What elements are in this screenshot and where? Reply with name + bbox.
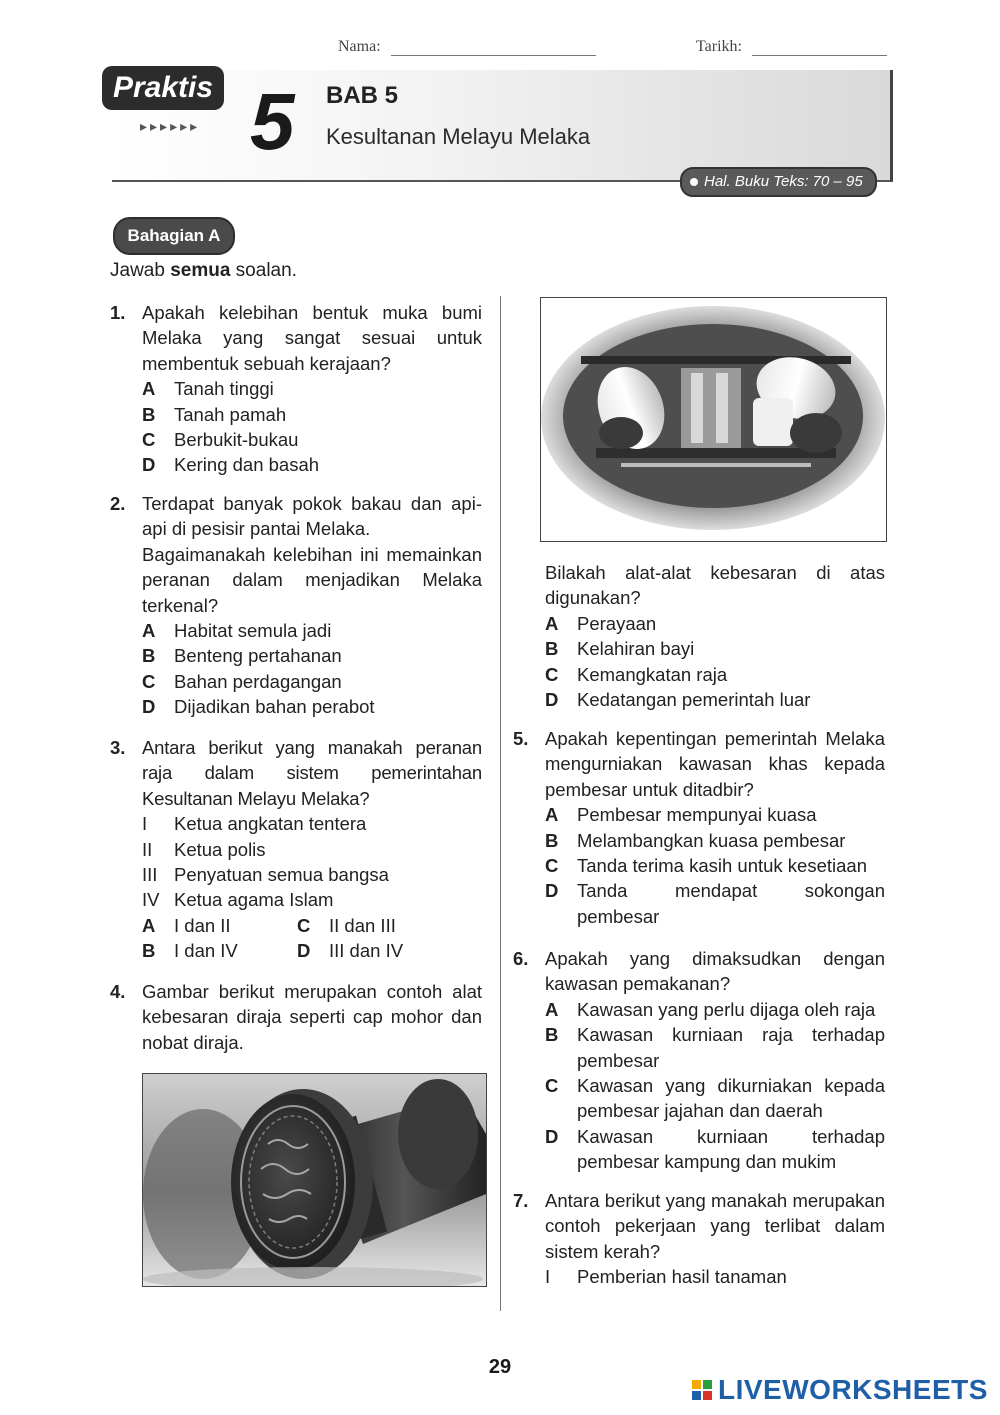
option-key: A [545,612,559,634]
name-field [338,38,596,56]
option-key: D [142,454,156,476]
option-text: Kemangkatan raja [577,663,728,685]
option-a[interactable] [142,618,482,643]
option-key: A [142,378,156,400]
option-text: Tanda mendapat sokongan pembesar [577,880,885,927]
option-text: Kawasan yang perlu dijaga oleh raja [577,998,876,1020]
option-row [142,938,482,963]
option-key: B [545,1024,559,1046]
question-text: Antara berikut yang manakah merupakan contoh pekerjaan yang terlibat dalam sistem kerah? [545,1190,885,1262]
option-text: Dijadikan bahan perabot [174,696,375,718]
option-key: B [142,940,156,962]
option-a[interactable] [545,802,885,827]
question-text: Apakah yang dimaksudkan dengan kawasan pemakanan? [545,948,885,995]
statement-key: I [142,813,148,835]
option-b[interactable] [545,636,885,661]
option-key: D [545,880,559,902]
chapter-title: Kesultanan Melayu Melaka [326,124,591,149]
date-blank [752,55,887,56]
textbook-pages: Hal. Buku Teks: 70 – 95 [704,173,863,190]
option-b[interactable] [142,402,482,427]
option-text: Tanda terima kasih untuk kesetiaan [577,855,868,877]
date-field [696,38,887,56]
option-c[interactable] [142,669,482,694]
option-b[interactable] [142,938,297,963]
question-number: 3. [110,737,126,758]
option-text: Tanah tinggi [174,378,274,400]
option-c[interactable] [545,1073,885,1124]
statement-text: Pemberian hasil tanaman [577,1266,787,1288]
statement-text: Penyatuan semua bangsa [174,864,389,886]
statement-ii [142,837,482,862]
option-text: Pembesar mempunyai kuasa [577,804,817,826]
question-text: Gambar berikut merupakan contoh alat kebesaran diraja seperti cap mohor dan nobat diraja. [142,981,482,1053]
option-text: Kawasan kurniaan terhadap pembesar kampung dan mukim [577,1125,885,1173]
section-badge: Bahagian A [113,217,235,255]
praktis-badge: Praktis [102,66,224,110]
nobat-drums-image [541,298,886,541]
question-4-continued [513,560,885,712]
royal-regalia-photo [540,297,887,542]
option-a[interactable] [545,611,885,636]
name-blank [391,55,596,56]
option-d[interactable] [142,694,482,719]
option-text: Bahan perdagangan [174,670,342,692]
option-key: A [142,620,156,642]
statement-text: Ketua polis [174,838,266,860]
date-label: Tarikh: [696,38,742,55]
question-text: Bilakah alat-alat kebesaran di atas digunakan? [545,562,885,609]
option-key: C [545,663,559,685]
question-number: 7. [513,1190,529,1211]
option-text: Berbukit-bukau [174,429,299,451]
statement-iii [142,862,482,887]
option-key: D [545,689,559,711]
option-b[interactable] [142,643,482,668]
option-key: C [545,855,559,877]
statement-iv [142,887,482,912]
instr-bold: semua [170,260,231,281]
option-key: A [142,914,156,936]
question-text: Apakah kepentingan pemerintah Melaka mengurniakan kawasan khas kepada pembesar untuk ditadbir? [545,728,885,800]
option-key: B [142,403,156,425]
option-c[interactable] [545,662,885,687]
option-c[interactable] [142,427,482,452]
option-text: I dan IV [174,940,238,962]
option-text: Habitat semula jadi [174,620,332,642]
chapter-label: BAB 5 [326,82,399,109]
page-number: 29 [488,1356,512,1378]
option-text: III dan IV [329,940,404,962]
option-a[interactable] [142,376,482,401]
question-6 [513,946,885,1175]
option-key: B [142,645,156,667]
question-4 [110,979,482,1055]
option-key: D [297,940,311,962]
question-number: 5. [513,728,529,749]
statement-key: IV [142,889,160,911]
option-key: A [545,804,559,826]
option-row [142,913,482,938]
option-text: I dan II [174,914,231,936]
question-7 [513,1188,885,1290]
instr-post: soalan. [230,260,297,281]
option-d[interactable] [545,878,885,929]
option-d[interactable] [297,938,452,963]
question-2 [110,491,482,720]
chapter-number: 5 [250,77,295,166]
option-key: A [545,998,559,1020]
option-key: B [545,638,559,660]
option-text: Kelahiran bayi [577,638,695,660]
option-text: Kedatangan pemerintah luar [577,689,811,711]
liveworksheets-icon [692,1380,712,1400]
statement-i [545,1264,885,1289]
question-number: 4. [110,981,126,1002]
statement-key: III [142,864,158,886]
option-a[interactable] [142,913,297,938]
option-key: C [142,429,156,451]
option-text: Kawasan yang dikurniakan kepada pembesar jajahan dan daerah [577,1075,885,1122]
option-key: C [142,670,156,692]
textbook-pages-badge [680,167,877,197]
name-label: Nama: [338,38,381,55]
question-number: 6. [513,948,529,969]
option-b[interactable] [545,1022,885,1073]
instructions [110,260,297,282]
column-divider [500,296,501,1311]
option-a[interactable] [545,997,885,1022]
question-5 [513,726,885,929]
royal-seal-photo [142,1073,487,1287]
option-key: D [545,1125,559,1147]
question-1 [110,300,482,478]
option-text: Melambangkan kuasa pembesar [577,829,846,851]
statement-key: I [545,1266,551,1288]
question-text: Apakah kelebihan bentuk muka bumi Melaka yang sangat sesuai untuk membentuk sebuah kerajaan? [142,302,482,374]
option-text: Perayaan [577,612,657,634]
statement-key: II [142,838,153,860]
statement-i [142,811,482,836]
option-text: Tanah pamah [174,403,287,425]
bullet-icon [690,178,698,186]
option-c[interactable] [297,913,452,938]
option-text: Benteng pertahanan [174,645,342,667]
liveworksheets-brand: LIVEWORKSHEETS [718,1374,988,1405]
option-d[interactable] [545,687,885,712]
statement-text: Ketua angkatan tentera [174,813,367,835]
royal-seal-image [143,1074,486,1286]
option-b[interactable] [545,828,885,853]
option-text: Kawasan kurniaan raja terhadap pembesar [577,1024,885,1071]
option-d[interactable] [142,452,482,477]
question-number: 1. [110,302,126,323]
option-key: D [142,696,156,718]
instr-pre: Jawab [110,260,171,281]
liveworksheets-logo [692,1374,988,1406]
arrow-decoration: ▸▸▸▸▸▸ [140,118,201,134]
option-key: C [297,914,311,936]
option-key: B [545,829,559,851]
option-text: Kering dan basah [174,454,320,476]
option-key: C [545,1075,559,1097]
option-d[interactable] [545,1124,885,1175]
question-text-2: Bagaimanakah kelebihan ini memainkan peranan dalam menjadikan Melaka terkenal? [142,543,482,616]
option-c[interactable] [545,853,885,878]
option-text: II dan III [329,914,396,936]
question-text: Terdapat banyak pokok bakau dan api-api di pesisir pantai Melaka. [142,493,482,540]
statement-text: Ketua agama Islam [174,889,334,911]
question-text: Antara berikut yang manakah peranan raja dalam sistem pemerintahan Kesultanan Melayu Melaka? [142,737,482,809]
question-number: 2. [110,493,126,514]
question-3 [110,735,482,964]
